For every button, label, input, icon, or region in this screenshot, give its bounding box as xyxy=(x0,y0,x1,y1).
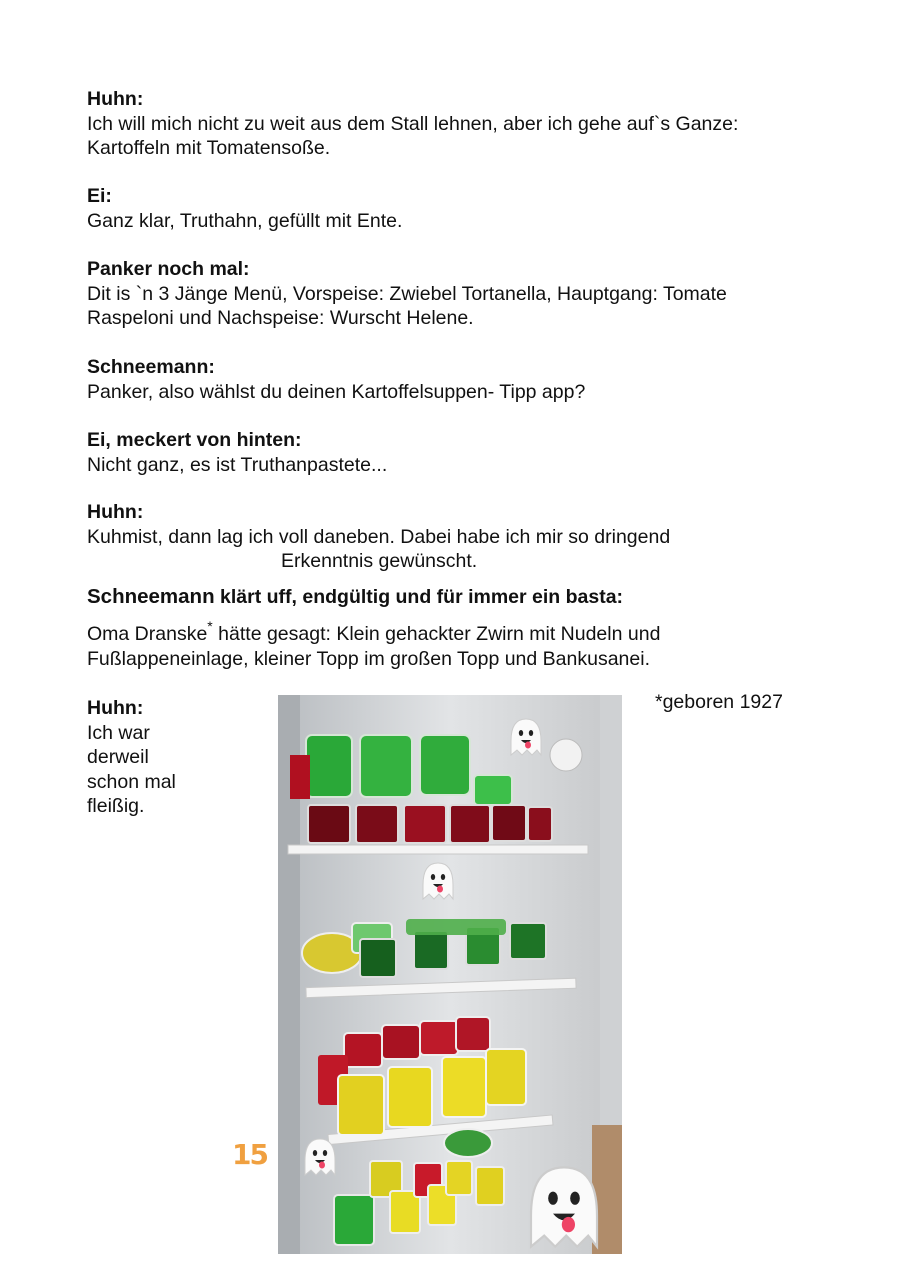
footnote: *geboren 1927 xyxy=(655,691,783,713)
ghost-sticker-3 xyxy=(305,1139,335,1175)
line: schon mal xyxy=(87,770,176,793)
line: Ganz klar, Truthahn, gefüllt mit Ente. xyxy=(87,209,403,232)
fridge-photo xyxy=(278,695,622,1254)
footnote-mark: * xyxy=(207,617,213,634)
line: Ich war xyxy=(87,721,150,744)
fridge-light xyxy=(550,739,582,771)
speaker-name: Schneemann xyxy=(87,585,215,608)
speaker: Schneemann: xyxy=(87,356,215,378)
line: Erkenntnis gewünscht. xyxy=(281,550,478,572)
page-number: 15 xyxy=(232,1138,267,1171)
line: Raspeloni und Nachspeise: Wurscht Helene. xyxy=(87,307,474,329)
closing-text xyxy=(87,617,847,671)
speaker-rest: klärt uff, endgültig und für immer ein basta: xyxy=(214,586,624,608)
dialogue-1 xyxy=(87,87,847,161)
line: derweil xyxy=(87,746,149,768)
line-part: Oma Dranske xyxy=(87,623,208,645)
last-dialogue xyxy=(87,696,257,819)
speaker: Ei, meckert von hinten: xyxy=(87,429,302,451)
line: Ich will mich nicht zu weit aus dem Stall lehnen, aber ich gehe auf`s Ganze: xyxy=(87,112,739,135)
dialogue-4 xyxy=(87,355,847,404)
line: Kartoffeln mit Tomatensoße. xyxy=(87,137,331,159)
speaker: Huhn: xyxy=(87,88,144,110)
line: Nicht ganz, es ist Truthanpastete... xyxy=(87,453,388,476)
dialogue-6 xyxy=(87,500,847,574)
ghost-sticker-4 xyxy=(531,1167,597,1246)
line: fleißig. xyxy=(87,795,145,817)
dialogue-2 xyxy=(87,184,847,233)
line-part: hätte gesagt: Klein gehackter Zwirn mit Nudeln und xyxy=(212,623,661,645)
speaker: Panker noch mal: xyxy=(87,258,250,280)
line: Panker, also wählst du deinen Kartoffelsuppen- Tipp app? xyxy=(87,380,586,403)
speaker: Ei: xyxy=(87,185,112,207)
line: Kuhmist, dann lag ich voll daneben. Dabei habe ich mir so dringend xyxy=(87,525,671,548)
dialogue-5 xyxy=(87,428,847,477)
ghost-sticker-2 xyxy=(423,863,453,899)
ghost-sticker-1 xyxy=(511,719,541,755)
speaker: Huhn: xyxy=(87,501,144,523)
shelf-1 xyxy=(288,845,588,854)
dialogue-3 xyxy=(87,257,847,331)
line: Dit is `n 3 Jänge Menü, Vorspeise: Zwiebel Tortanella, Hauptgang: Tomate xyxy=(87,282,727,305)
line: Fußlappeneinlage, kleiner Topp im großen Topp und Bankusanei. xyxy=(87,647,650,670)
speaker: Huhn: xyxy=(87,697,144,719)
closing-speaker xyxy=(87,585,847,610)
